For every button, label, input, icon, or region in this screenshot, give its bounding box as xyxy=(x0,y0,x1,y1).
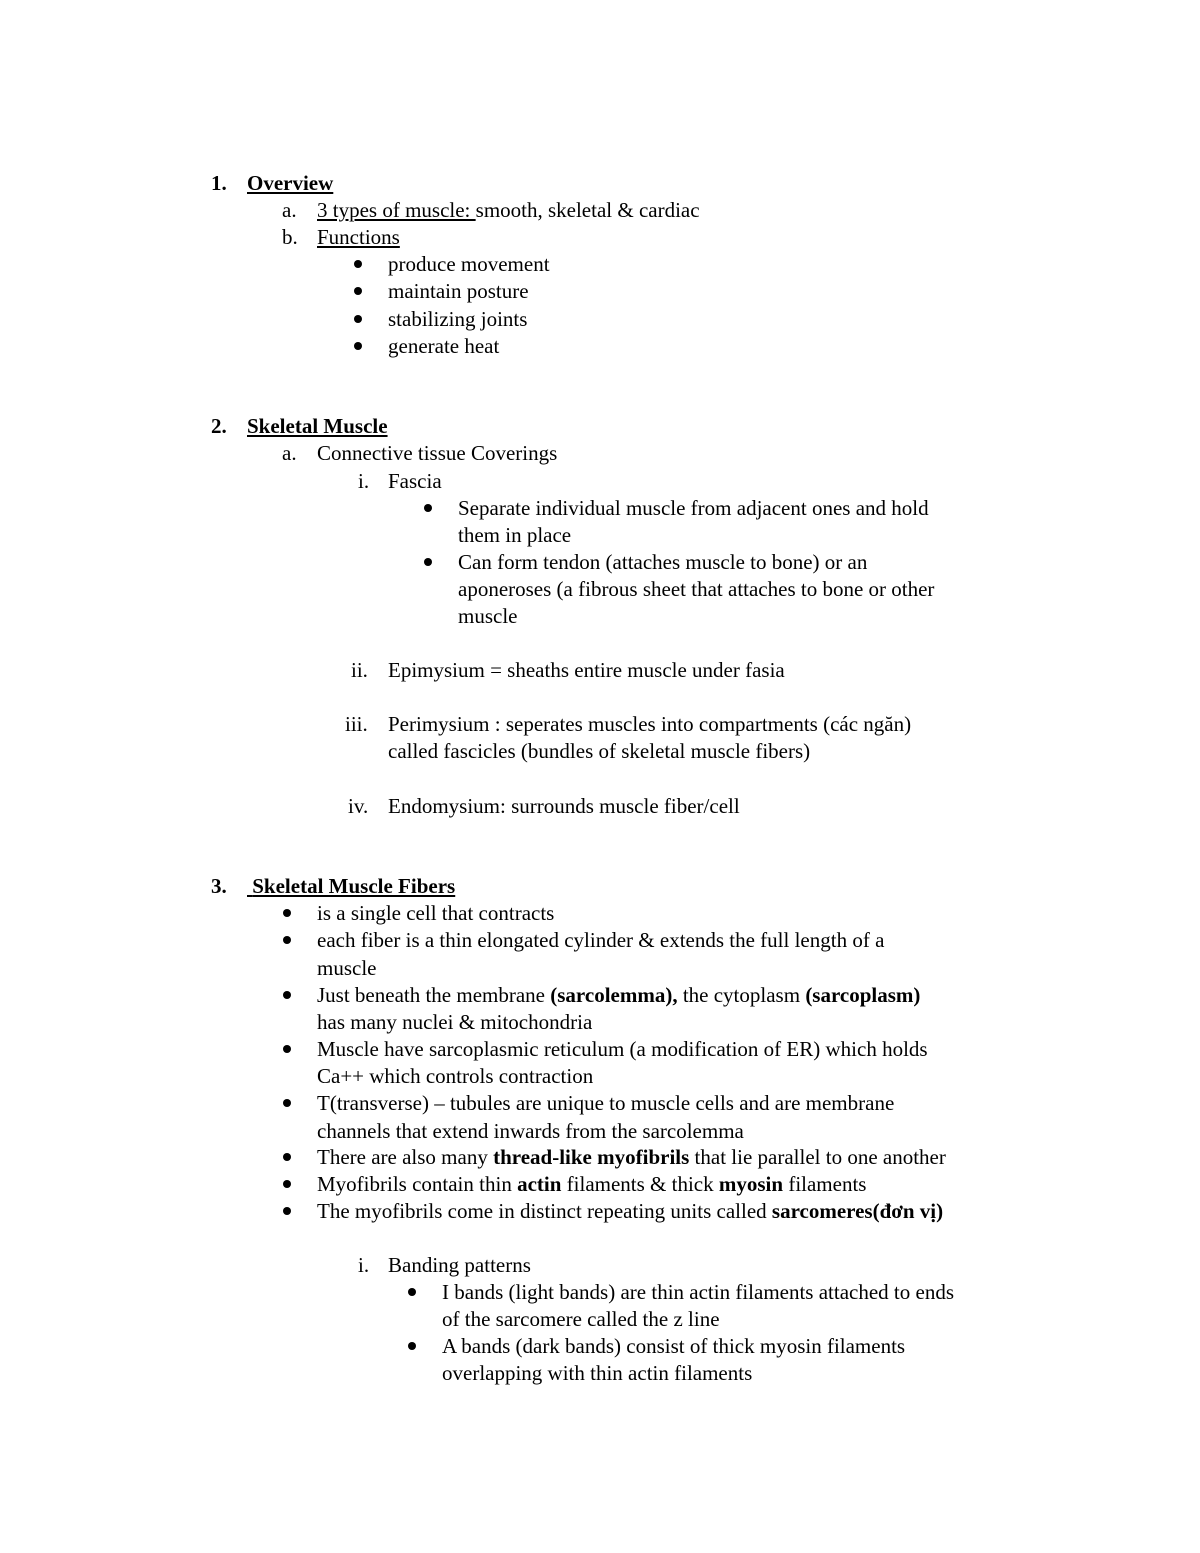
bullet-icon xyxy=(283,936,291,944)
bullet-item: maintain posture xyxy=(388,279,529,303)
list-item: Banding patterns xyxy=(388,1253,531,1277)
list-item: Endomysium: surrounds muscle fiber/cell xyxy=(388,794,740,818)
bullet-icon xyxy=(354,315,362,323)
list-marker: b. xyxy=(282,225,298,249)
bullet-item: each fiber is a thin elongated cylinder & extends the full length of a xyxy=(317,928,885,952)
bullet-icon xyxy=(354,287,362,295)
section-heading: Skeletal Muscle xyxy=(247,414,388,438)
bullet-icon xyxy=(283,1207,291,1215)
bullet-item-continuation: overlapping with thin actin filaments xyxy=(442,1361,753,1385)
bullet-icon xyxy=(424,558,432,566)
bullet-item-continuation: channels that extend inwards from the sarcolemma xyxy=(317,1119,744,1143)
list-marker: a. xyxy=(282,198,297,222)
list-marker: i. xyxy=(358,1253,370,1277)
list-item: Epimysium = sheaths entire muscle under fasia xyxy=(388,658,785,682)
section-heading: Overview xyxy=(247,171,334,195)
bullet-item-continuation: has many nuclei & mitochondria xyxy=(317,1010,593,1034)
section-number: 2. xyxy=(211,414,227,438)
list-marker: i. xyxy=(358,469,370,493)
bullet-icon xyxy=(283,1045,291,1053)
list-item-continuation: called fascicles (bundles of skeletal muscle fibers) xyxy=(388,739,811,763)
bullet-icon xyxy=(354,342,362,350)
bullet-icon xyxy=(283,1099,291,1107)
bullet-item: There are also many thread-like myofibrils that lie parallel to one another xyxy=(317,1145,946,1169)
bullet-item-continuation: aponeroses (a fibrous sheet that attaches to bone or other xyxy=(458,577,935,601)
section-number: 1. xyxy=(211,171,227,195)
bullet-item: The myofibrils come in distinct repeating units called sarcomeres(đơn vị) xyxy=(317,1199,944,1223)
bullet-item-continuation: them in place xyxy=(458,523,572,547)
bullet-icon xyxy=(283,991,291,999)
list-marker: iii. xyxy=(345,712,368,736)
bullet-item: A bands (dark bands) consist of thick myosin filaments xyxy=(442,1334,906,1358)
bullet-item: generate heat xyxy=(388,334,500,358)
bullet-item: produce movement xyxy=(388,252,550,276)
list-item: Functions xyxy=(317,225,400,249)
bullet-icon xyxy=(283,909,291,917)
bullet-item: is a single cell that contracts xyxy=(317,901,555,925)
bullet-icon xyxy=(354,260,362,268)
bullet-item-continuation: Ca++ which controls contraction xyxy=(317,1064,594,1088)
bullet-icon xyxy=(424,504,432,512)
bullet-item: Can form tendon (attaches muscle to bone) or an xyxy=(458,550,868,574)
list-item: Fascia xyxy=(388,469,442,493)
bullet-icon xyxy=(408,1342,416,1350)
bullet-item: T(transverse) – tubules are unique to muscle cells and are membrane xyxy=(317,1091,895,1115)
list-marker: iv. xyxy=(348,794,369,818)
list-item: Connective tissue Coverings xyxy=(317,441,558,465)
bullet-item: stabilizing joints xyxy=(388,307,528,331)
bullet-item-continuation: of the sarcomere called the z line xyxy=(442,1307,720,1331)
bullet-item: I bands (light bands) are thin actin filaments attached to ends xyxy=(442,1280,955,1304)
list-item: Perimysium : seperates muscles into compartments (các ngăn) xyxy=(388,712,912,736)
list-marker: a. xyxy=(282,441,297,465)
bullet-item: Just beneath the membrane (sarcolemma), the cytoplasm (sarcoplasm) xyxy=(317,983,921,1007)
list-item: 3 types of muscle: smooth, skeletal & cardiac xyxy=(317,198,700,222)
bullet-icon xyxy=(283,1153,291,1161)
bullet-item-continuation: muscle xyxy=(458,604,518,628)
section-heading: Skeletal Muscle Fibers xyxy=(252,874,456,898)
bullet-item: Separate individual muscle from adjacent ones and hold xyxy=(458,496,929,520)
bullet-icon xyxy=(283,1180,291,1188)
bullet-item: Muscle have sarcoplasmic reticulum (a modification of ER) which holds xyxy=(317,1037,928,1061)
bullet-item: Myofibrils contain thin actin filaments & thick myosin filaments xyxy=(317,1172,867,1196)
bullet-icon xyxy=(408,1288,416,1296)
section-number: 3. xyxy=(211,874,227,898)
list-marker: ii. xyxy=(351,658,368,682)
bullet-item-continuation: muscle xyxy=(317,956,377,980)
